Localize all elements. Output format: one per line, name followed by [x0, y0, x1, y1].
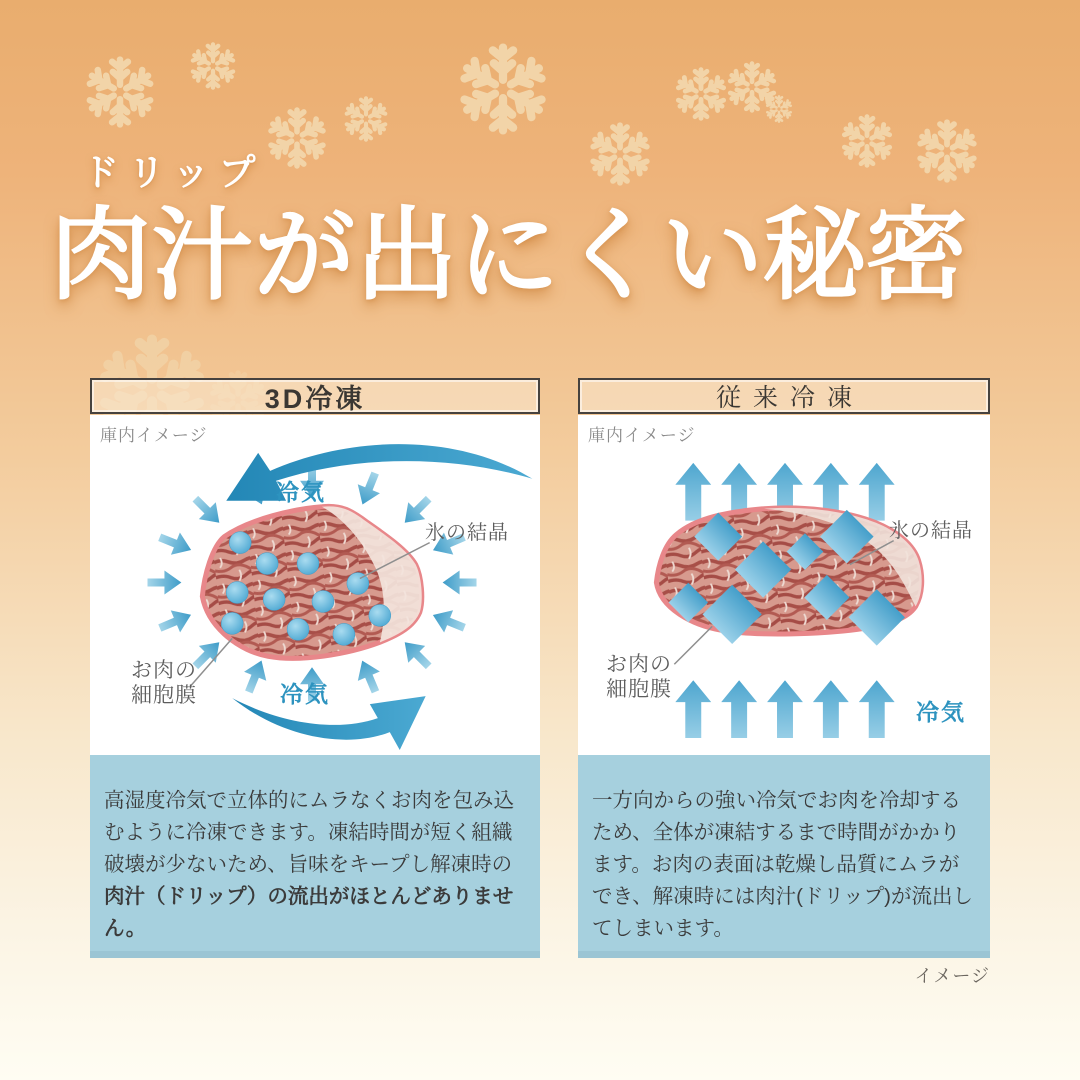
snowflake-icon: [346, 98, 387, 139]
page-title: 肉汁が出にくい秘密: [50, 195, 969, 314]
cold-air-bottom-label: 冷気: [280, 681, 330, 707]
up-arrows-bottom: [675, 680, 894, 738]
ice-crystal-label: 氷の結晶: [425, 522, 509, 544]
panel-3d-header: 3D冷凍: [90, 378, 540, 414]
panel-conventional-description: [578, 755, 990, 958]
freezer-interior-label: 庫内イメージ: [100, 426, 208, 445]
description-normal: 高湿度冷気で立体的にムラなくお肉を包み込むように冷凍できます。凍結時間が短く組織破壊が少ないため、旨味をキープし解凍時の: [104, 789, 514, 876]
panel-conventional-header: 従来冷凍: [578, 378, 990, 414]
comparison-panels: [90, 378, 990, 958]
membrane-label-line1: お肉の: [606, 653, 672, 676]
panel-3d-freezing: [90, 378, 540, 958]
panel-3d-diagram-area: [90, 415, 540, 755]
snowflake-icon: [677, 70, 725, 119]
cold-air-top-label: 冷気: [276, 479, 326, 505]
membrane-label: [131, 659, 197, 709]
panel-conventional-freezing: [578, 378, 990, 958]
membrane-label-line1: お肉の: [131, 659, 197, 682]
panel-3d-description: [90, 755, 540, 958]
snowflake-icon: [767, 96, 792, 121]
description-bold: 肉汁（ドリップ）の流出がほとんどありません。: [104, 884, 514, 940]
snowflake-icon: [88, 60, 152, 125]
description-normal: 一方向からの強い冷気でお肉を冷却するため、全体が凍結するまで時間がかかります。お肉の表面は乾燥し品質にムラができ、解凍時には肉汁(ドリップ)が流出してしまいます。: [592, 789, 974, 940]
title-block: [50, 142, 1030, 314]
membrane-label: [606, 653, 672, 703]
snowflake-icon: [192, 44, 235, 87]
ice-crystal-label: 氷の結晶: [889, 520, 973, 542]
panel-conventional-diagram-area: [578, 415, 990, 755]
image-disclaimer-note: イメージ: [914, 966, 990, 986]
freezer-interior-label: 庫内イメージ: [588, 426, 696, 445]
snowflake-icon: [462, 48, 544, 131]
cold-air-label: 冷気: [916, 699, 966, 725]
membrane-label-line2: 細胞膜: [606, 677, 672, 701]
title-ruby-drip: ドリップ: [82, 150, 265, 194]
membrane-label-line2: 細胞膜: [131, 683, 197, 707]
